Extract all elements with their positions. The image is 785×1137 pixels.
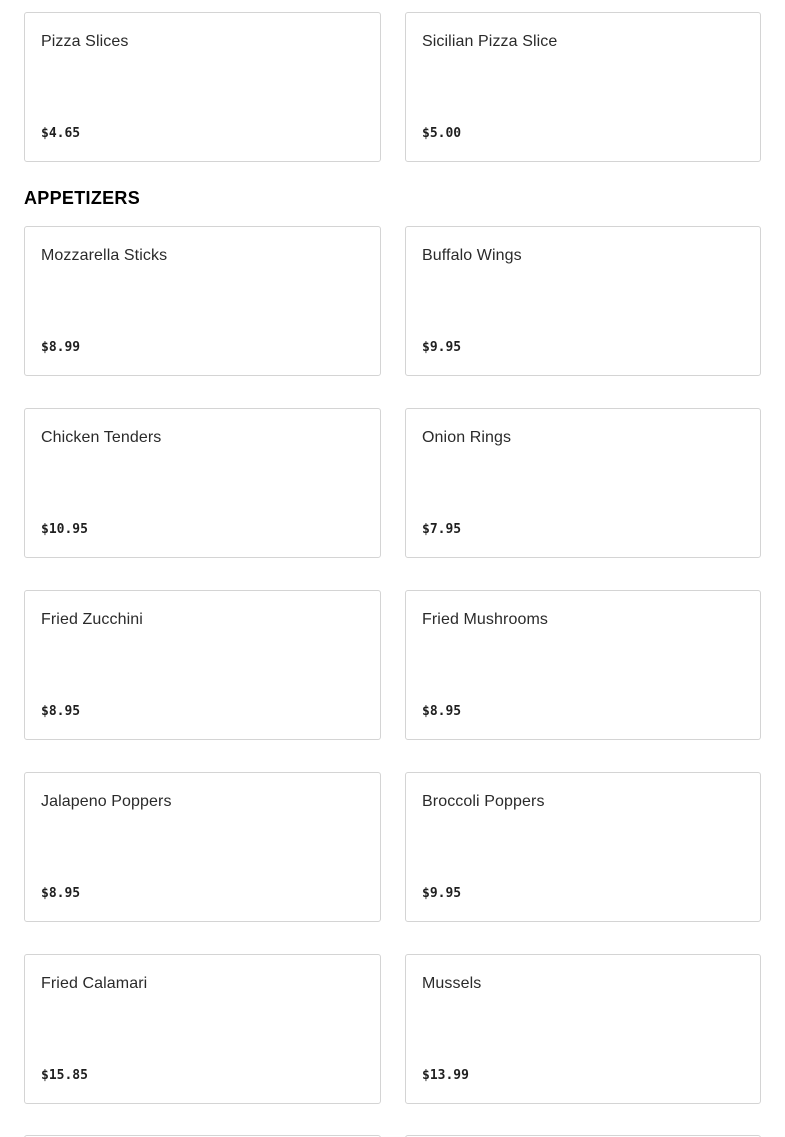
menu-item-name: Pizza Slices [41,33,129,50]
menu-item-price: $9.95 [422,340,462,355]
menu-item-card[interactable] [24,12,381,162]
menu-item-card[interactable] [24,408,381,558]
menu-item-price: $9.95 [422,886,462,901]
menu-item-card[interactable] [24,954,381,1104]
menu-item-card[interactable] [405,226,761,376]
menu-item-price: $10.95 [41,522,88,537]
menu-item-name: Buffalo Wings [422,247,522,264]
menu-item-price: $8.95 [41,704,81,719]
appetizers-grid [24,226,761,1104]
menu-item-price: $8.99 [41,340,81,355]
menu-item-name: Sicilian Pizza Slice [422,33,558,50]
menu-item-name: Broccoli Poppers [422,793,545,810]
menu-item-card[interactable] [405,954,761,1104]
menu-item-price: $8.95 [422,704,462,719]
pizza-items-grid [24,12,761,162]
menu-item-card[interactable] [405,408,761,558]
menu-item-name: Onion Rings [422,429,512,446]
menu-item-price: $15.85 [41,1068,88,1083]
menu-item-price: $7.95 [422,522,462,537]
menu-item-price: $13.99 [422,1068,469,1083]
menu-item-name: Fried Zucchini [41,611,143,628]
menu-item-name: Mozzarella Sticks [41,247,168,264]
menu-item-card[interactable] [24,226,381,376]
menu-item-card[interactable] [405,590,761,740]
section-title-appetizers: APPETIZERS [24,188,141,208]
menu-item-name: Chicken Tenders [41,429,162,446]
menu-item-price: $8.95 [41,886,81,901]
menu-item-price: $4.65 [41,126,81,141]
menu-item-name: Fried Calamari [41,975,148,992]
menu-item-name: Mussels [422,975,482,992]
menu-item-card[interactable] [24,590,381,740]
menu-item-card[interactable] [24,772,381,922]
menu-item-card[interactable] [405,772,761,922]
menu-item-name: Fried Mushrooms [422,611,548,628]
menu-item-price: $5.00 [422,126,462,141]
menu-item-card[interactable] [405,12,761,162]
menu-item-name: Jalapeno Poppers [41,793,172,810]
